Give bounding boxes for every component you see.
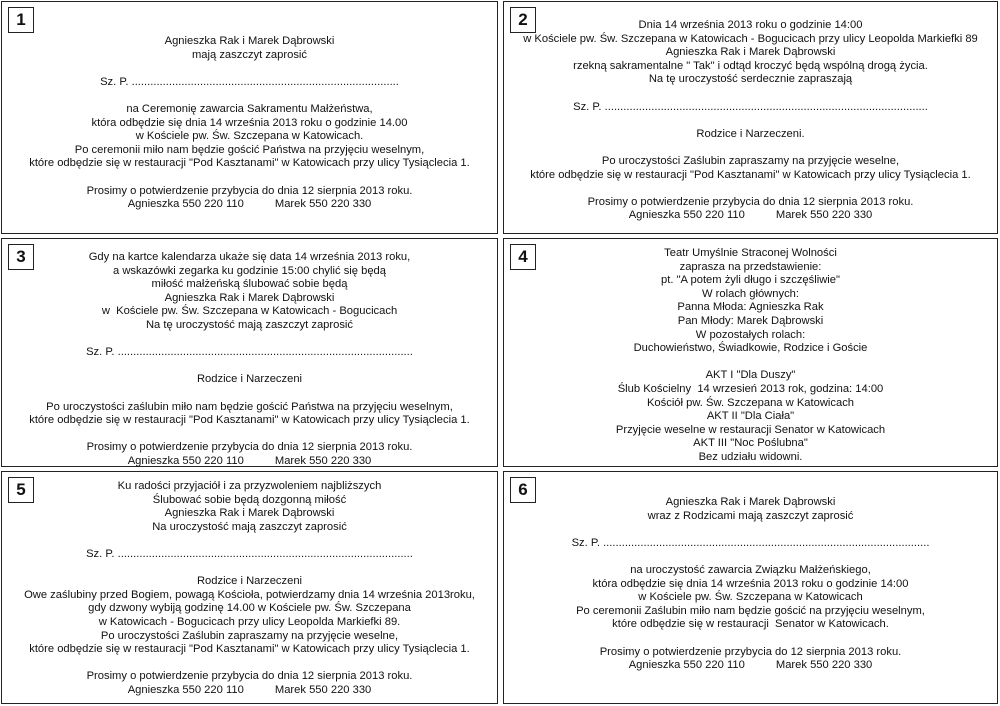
text-line: zaprasza na przedstawienie: (679, 260, 822, 273)
card-number-badge: 5 (8, 477, 34, 503)
card-number-badge: 6 (510, 477, 536, 503)
invitation-text (504, 247, 997, 465)
spacer (2, 171, 497, 185)
text-line: Bez udziału widowni. (698, 450, 803, 463)
spacer (504, 141, 997, 155)
text-line: Sz. P. ............................................................................................... (86, 346, 413, 359)
text-line: Teatr Umyślnie Straconej Wolności (664, 247, 837, 259)
text-line: Na tę uroczystość mają zaszczyt zaprosić (145, 318, 354, 331)
invitation-card-4 (503, 238, 998, 467)
spacer (2, 387, 497, 401)
spacer (2, 89, 497, 103)
text-line: Agnieszka Rak i Marek Dąbrowski (665, 46, 836, 59)
invitation-text (504, 496, 997, 673)
spacer (504, 114, 997, 128)
text-line: Kościół pw. Św. Szczepana w Katowicach (646, 396, 855, 409)
text-line: Po uroczystości Zaślubin zapraszamy na przyjęcie weselne, (601, 154, 900, 167)
text-line: Pan Młody: Marek Dąbrowski (677, 314, 824, 327)
text-line: Rodzice i Narzeczeni (196, 373, 303, 386)
text-line: Agnieszka 550 220 110 Marek 550 220 330 (127, 198, 372, 211)
spacer (504, 523, 997, 537)
text-line: Na uroczystość mają zaszczyt zaprosić (152, 520, 347, 533)
text-line: Prosimy o potwierdzenie przybycia do dnia 12 sierpnia 2013 roku. (86, 184, 413, 197)
text-line: w Kościele pw. Św. Szczepana w Katowicach - Bogucicach (101, 305, 398, 318)
text-line: mają zaszczyt zaprosić (191, 48, 308, 61)
text-line: które odbędzie się w restauracji Senator w Katowicach. (612, 618, 889, 631)
text-line: AKT II "Dla Ciała" (706, 410, 795, 423)
text-line: na uroczystość zawarcia Związku Małżeńskiego, (630, 563, 871, 576)
text-line: Prosimy o potwierdzenie przybycia do dnia 12 sierpnia 2013 roku. (86, 441, 413, 454)
text-line: rzekną sakramentalne " Tak" i odtąd kroczyć będą wspólną drogą życia. (573, 59, 928, 72)
text-line: Po ceremonii miło nam będzie gościć Państwa na przyjęciu weselnym, (74, 143, 425, 156)
text-line: Przyjęcie weselne w restauracji Senator w Katowicach (615, 423, 886, 436)
text-line: a wskazówki zegarka ku godzinie 15:00 chylić się będą (112, 264, 386, 277)
text-line: Prosimy o potwierdzenie przybycia do dnia 12 sierpnia 2013 roku. (587, 195, 914, 208)
invitation-card-2 (503, 1, 998, 234)
text-line: Gdy na kartce kalendarza ukaże się data 14 września 2013 roku, (88, 251, 411, 263)
text-line: Ślub Kościelny 14 wrzesień 2013 rok, godzina: 14:00 (617, 382, 884, 395)
text-line: Panna Młoda: Agnieszka Rak (677, 301, 824, 314)
text-line: Na tę uroczystość serdecznie zapraszają (648, 73, 853, 86)
text-line: Po uroczystości Zaślubin zapraszamy na przyjęcie weselne, (100, 629, 399, 642)
text-line: Agnieszka Rak i Marek Dąbrowski (665, 496, 836, 508)
text-line: Agnieszka Rak i Marek Dąbrowski (164, 507, 335, 520)
invitation-card-5 (1, 471, 498, 704)
spacer (2, 562, 497, 576)
text-line: W rolach głównych: (702, 287, 799, 300)
spacer (2, 333, 497, 347)
invitation-text (2, 35, 497, 212)
text-line: na Ceremonię zawarcia Sakramentu Małżeństwa, (126, 102, 373, 115)
spacer (2, 657, 497, 671)
text-line: które odbędzie się w restauracji "Pod Kasztanami" w Katowicach przy ulicy Tysiąclecia 1. (29, 643, 470, 656)
text-line: wraz z Rodzicami mają zaszczyt zaprosić (647, 509, 854, 522)
text-line: Duchowieństwo, Świadkowie, Rodzice i Goście (633, 342, 868, 355)
text-line: miłość małżeńską ślubować sobie będą (151, 278, 348, 291)
invitation-card-3 (1, 238, 498, 467)
text-line: Dnia 14 września 2013 roku o godzinie 14:00 (638, 19, 863, 31)
invitation-text (504, 19, 997, 223)
text-line: która odbędzie się dnia 14 września 2013 roku o godzinie 14.00 (91, 116, 408, 129)
text-line: pt. "A potem żyli długo i szczęśliwie" (661, 274, 840, 287)
text-line: AKT III "Noc Poślubna" (693, 437, 808, 450)
spacer (504, 632, 997, 646)
text-line: Agnieszka 550 220 110 Marek 550 220 330 (628, 659, 873, 672)
text-line: Ślubować sobie będą dozgonną miłość (152, 493, 347, 506)
spacer (2, 428, 497, 442)
spacer (504, 356, 997, 370)
text-line: Prosimy o potwierdzenie przybycia do 12 sierpnia 2013 roku. (599, 645, 902, 658)
text-line: Sz. P. ........................................................................................................ (573, 100, 928, 113)
text-line: Agnieszka 550 220 110 Marek 550 220 330 (127, 454, 372, 467)
text-line: które odbędzie się w restauracji "Pod Kasztanami" w Katowicach przy ulicy Tysiąclecia 1. (530, 168, 971, 181)
text-line: Agnieszka 550 220 110 Marek 550 220 330 (127, 683, 372, 696)
text-line: Rodzice i Narzeczeni (196, 575, 303, 588)
text-line: która odbędzie się dnia 14 września 2013 roku o godzinie 14:00 (592, 577, 909, 590)
text-line: Rodzice i Narzeczeni. (696, 127, 805, 140)
text-line: W pozostałych rolach: (695, 328, 806, 341)
text-line: Agnieszka Rak i Marek Dąbrowski (164, 35, 335, 47)
spacer (504, 87, 997, 101)
spacer (2, 62, 497, 76)
text-line: w Kościele pw. Św. Szczepana w Katowicach. (135, 130, 364, 143)
text-line: gdy dzwony wybiją godzinę 14.00 w Kościele pw. Św. Szczepana (88, 602, 411, 615)
text-line: AKT I "Dla Duszy" (705, 369, 796, 382)
spacer (504, 550, 997, 564)
invitation-text (2, 480, 497, 698)
text-line: w Kościele pw. Św. Szczepana w Katowicach (638, 591, 863, 604)
text-line: Ku radości przyjaciół i za przyzwoleniem najbliższych (117, 480, 382, 492)
spacer (2, 534, 497, 548)
invitation-text (2, 251, 497, 469)
text-line: Sz. P. ............................................................................................... (86, 547, 413, 560)
card-number-badge: 3 (8, 244, 34, 270)
text-line: Po uroczystości zaślubin miło nam będzie gościć Państwa na przyjęciu weselnym, (46, 400, 453, 413)
invitation-card-6 (503, 471, 998, 704)
spacer (2, 360, 497, 374)
invitation-card-1 (1, 1, 498, 234)
spacer (504, 182, 997, 196)
text-line: które odbędzie się w restauracji "Pod Kasztanami" w Katowicach przy ulicy Tysiąclecia 1. (29, 414, 470, 427)
text-line: Sz. P. ...................................................................................... (100, 75, 399, 88)
text-line: Prosimy o potwierdzenie przybycia do dnia 12 sierpnia 2013 roku. (86, 670, 413, 683)
card-number-badge: 2 (510, 7, 536, 33)
text-line: w Katowicach - Bogucicach przy ulicy Leopolda Markiefki 89. (98, 615, 401, 628)
card-number-badge: 1 (8, 7, 34, 33)
text-line: Agnieszka Rak i Marek Dąbrowski (164, 291, 335, 304)
text-line: Po ceremonii Zaślubin miło nam będzie gościć na przyjęciu weselnym, (576, 604, 925, 617)
text-line: w Kościele pw. Św. Szczepana w Katowicach - Bogucicach przy ulicy Leopolda Markiefki 89 (523, 32, 978, 45)
text-line: które odbędzie się w restauracji "Pod Kasztanami" w Katowicach przy ulicy Tysiąclecia 1. (29, 157, 470, 170)
text-line: Sz. P. ......................................................................................................... (571, 536, 930, 549)
text-line: Owe zaślubiny przed Bogiem, powagą Kościoła, potwierdzamy dnia 14 września 2013roku, (24, 588, 475, 601)
card-number-badge: 4 (510, 244, 536, 270)
text-line: Agnieszka 550 220 110 Marek 550 220 330 (628, 209, 873, 222)
